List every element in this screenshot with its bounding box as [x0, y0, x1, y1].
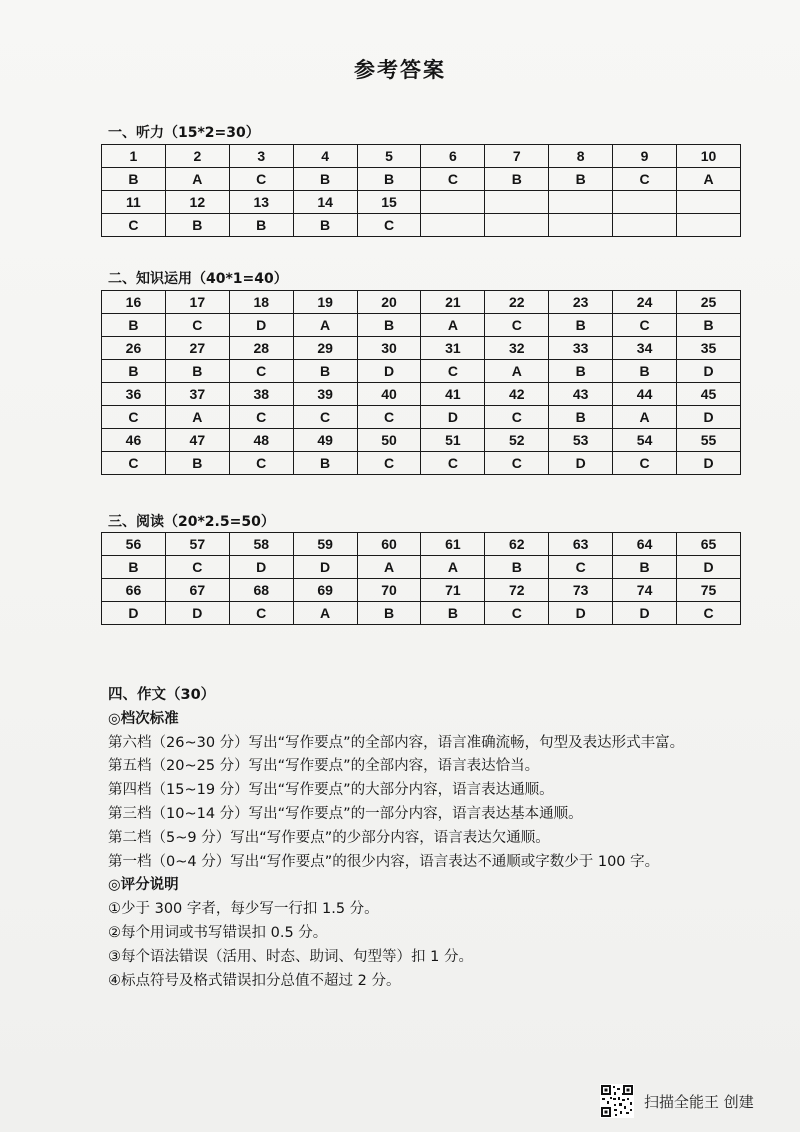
question-number-cell: 38	[229, 383, 293, 406]
answer-cell: A	[613, 406, 677, 429]
question-number-cell: 9	[613, 145, 677, 168]
answer-cell: C	[165, 314, 229, 337]
answer-cell: B	[549, 314, 613, 337]
question-number-cell: 53	[549, 429, 613, 452]
question-number-cell: 55	[677, 429, 741, 452]
question-number-cell: 48	[229, 429, 293, 452]
answer-cell: B	[549, 168, 613, 191]
answer-cell: B	[613, 556, 677, 579]
question-number-cell: 64	[613, 533, 677, 556]
question-number-cell: 52	[485, 429, 549, 452]
answer-cell: C	[613, 452, 677, 475]
question-number-cell: 10	[677, 145, 741, 168]
answer-cell: B	[421, 602, 485, 625]
question-number-cell: 51	[421, 429, 485, 452]
question-number-row	[102, 383, 741, 406]
answer-cell: C	[421, 452, 485, 475]
question-number-row	[102, 145, 741, 168]
question-number-cell: 34	[613, 337, 677, 360]
answer-cell: C	[421, 168, 485, 191]
answer-cell: B	[165, 214, 229, 237]
question-number-cell: 18	[229, 291, 293, 314]
question-number-cell: 61	[421, 533, 485, 556]
question-number-cell: 39	[293, 383, 357, 406]
answer-row	[102, 602, 741, 625]
answer-cell: D	[549, 452, 613, 475]
answer-row	[102, 556, 741, 579]
grade-item: 第三档（10~14 分）写出“写作要点”的一部分内容，语言表达基本通顺。	[108, 805, 583, 822]
question-number-cell: 44	[613, 383, 677, 406]
question-number-cell: 67	[165, 579, 229, 602]
grade-item: 第二档（5~9 分）写出“写作要点”的少部分内容，语言表达欠通顺。	[108, 829, 550, 846]
question-number-cell: 16	[102, 291, 166, 314]
answer-cell: A	[421, 556, 485, 579]
question-number-cell: 15	[357, 191, 421, 214]
answer-cell: D	[357, 360, 421, 383]
question-number-row	[102, 429, 741, 452]
essay-section	[108, 684, 748, 993]
answer-cell: C	[613, 314, 677, 337]
answer-cell: C	[485, 314, 549, 337]
answer-cell: D	[549, 602, 613, 625]
question-number-row	[102, 337, 741, 360]
answer-cell: B	[485, 556, 549, 579]
answer-row	[102, 406, 741, 429]
grading-standard-heading: ◎档次标准	[108, 710, 179, 727]
answer-cell: A	[421, 314, 485, 337]
question-number-cell: 71	[421, 579, 485, 602]
question-number-cell: 70	[357, 579, 421, 602]
question-number-cell: 22	[485, 291, 549, 314]
answer-cell: B	[293, 452, 357, 475]
question-number-cell: 24	[613, 291, 677, 314]
question-number-cell: 65	[677, 533, 741, 556]
question-number-cell: 63	[549, 533, 613, 556]
answer-cell: B	[102, 556, 166, 579]
scanner-watermark	[600, 1084, 754, 1118]
question-number-cell: 1	[102, 145, 166, 168]
scoring-rule: ②每个用词或书写错误扣 0.5 分。	[108, 924, 328, 941]
question-number-cell: 30	[357, 337, 421, 360]
section-heading-listening: 一、听力（15*2=30）	[108, 125, 260, 141]
question-number-cell: 12	[165, 191, 229, 214]
question-number-cell: 33	[549, 337, 613, 360]
question-number-cell: 75	[677, 579, 741, 602]
answer-cell: C	[102, 214, 166, 237]
answer-cell: D	[677, 452, 741, 475]
answer-cell: A	[357, 556, 421, 579]
answer-row	[102, 214, 741, 237]
grade-item: 第四档（15~19 分）写出“写作要点”的大部分内容，语言表达通顺。	[108, 782, 554, 799]
answer-cell: C	[549, 556, 613, 579]
question-number-cell: 72	[485, 579, 549, 602]
grade-item: 第一档（0~4 分）写出“写作要点”的很少内容，语言表达不通顺或字数少于 100 字。	[108, 853, 660, 870]
question-number-cell: 68	[229, 579, 293, 602]
answer-cell: B	[293, 214, 357, 237]
question-number-cell: 47	[165, 429, 229, 452]
answer-cell: C	[485, 406, 549, 429]
answer-cell: C	[357, 214, 421, 237]
scoring-rule: ①少于 300 字者，每少写一行扣 1.5 分。	[108, 901, 379, 918]
answer-cell: C	[102, 452, 166, 475]
answer-cell: A	[165, 168, 229, 191]
answer-cell: C	[485, 452, 549, 475]
answer-cell: C	[229, 452, 293, 475]
answer-row	[102, 452, 741, 475]
question-number-cell: 46	[102, 429, 166, 452]
scoring-rule: ③每个语法错误（活用、时态、助词、句型等）扣 1 分。	[108, 948, 473, 965]
answer-cell: A	[293, 602, 357, 625]
answer-cell: B	[549, 406, 613, 429]
answer-cell: D	[613, 602, 677, 625]
answer-cell: B	[293, 360, 357, 383]
question-number-cell: 29	[293, 337, 357, 360]
answer-cell: D	[165, 602, 229, 625]
answer-cell: C	[613, 168, 677, 191]
question-number-cell: 54	[613, 429, 677, 452]
watermark-text: 扫描全能王 创建	[644, 1092, 754, 1111]
answer-cell: A	[485, 360, 549, 383]
answer-cell	[549, 214, 613, 237]
answer-cell: A	[293, 314, 357, 337]
question-number-cell: 25	[677, 291, 741, 314]
answer-row	[102, 168, 741, 191]
answer-cell: B	[102, 314, 166, 337]
question-number-cell: 69	[293, 579, 357, 602]
answer-cell: D	[677, 360, 741, 383]
question-number-cell: 74	[613, 579, 677, 602]
question-number-cell: 66	[102, 579, 166, 602]
answer-row	[102, 314, 741, 337]
answer-cell: C	[357, 452, 421, 475]
question-number-cell: 26	[102, 337, 166, 360]
question-number-row	[102, 533, 741, 556]
question-number-cell: 5	[357, 145, 421, 168]
answer-cell: B	[549, 360, 613, 383]
question-number-cell: 57	[165, 533, 229, 556]
answer-cell	[485, 214, 549, 237]
question-number-cell: 32	[485, 337, 549, 360]
section-heading-knowledge: 二、知识运用（40*1=40）	[108, 271, 288, 287]
grade-item: 第六档（26~30 分）写出“写作要点”的全部内容，语言准确流畅，句型及表达形式丰富。	[108, 734, 685, 751]
question-number-cell: 36	[102, 383, 166, 406]
question-number-cell: 59	[293, 533, 357, 556]
answer-table-reading	[101, 532, 741, 625]
answer-cell: C	[102, 406, 166, 429]
question-number-cell: 49	[293, 429, 357, 452]
answer-table-listening	[101, 144, 741, 237]
question-number-cell: 7	[485, 145, 549, 168]
question-number-cell: 50	[357, 429, 421, 452]
question-number-cell: 27	[165, 337, 229, 360]
answer-cell: C	[421, 360, 485, 383]
question-number-cell	[485, 191, 549, 214]
question-number-cell	[613, 191, 677, 214]
answer-cell: A	[165, 406, 229, 429]
question-number-cell: 45	[677, 383, 741, 406]
section-heading-reading: 三、阅读（20*2.5=50）	[108, 514, 275, 530]
answer-cell: C	[677, 602, 741, 625]
answer-row	[102, 360, 741, 383]
answer-cell: D	[229, 314, 293, 337]
answer-cell: B	[102, 168, 166, 191]
question-number-cell: 4	[293, 145, 357, 168]
question-number-cell: 8	[549, 145, 613, 168]
question-number-cell	[677, 191, 741, 214]
answer-cell: B	[165, 452, 229, 475]
answer-cell: D	[102, 602, 166, 625]
question-number-cell: 35	[677, 337, 741, 360]
answer-cell: D	[421, 406, 485, 429]
question-number-cell: 56	[102, 533, 166, 556]
answer-cell: C	[229, 602, 293, 625]
qr-code-icon	[600, 1084, 634, 1118]
question-number-cell: 19	[293, 291, 357, 314]
answer-cell: B	[229, 214, 293, 237]
answer-cell: C	[293, 406, 357, 429]
answer-cell: C	[229, 406, 293, 429]
answer-cell: C	[485, 602, 549, 625]
question-number-cell: 31	[421, 337, 485, 360]
question-number-cell: 60	[357, 533, 421, 556]
question-number-cell: 3	[229, 145, 293, 168]
answer-table-knowledge	[101, 290, 741, 475]
answer-cell: C	[165, 556, 229, 579]
answer-cell: B	[102, 360, 166, 383]
answer-cell	[613, 214, 677, 237]
question-number-cell: 41	[421, 383, 485, 406]
answer-cell: B	[293, 168, 357, 191]
answer-cell: D	[677, 406, 741, 429]
answer-cell: D	[293, 556, 357, 579]
question-number-cell	[549, 191, 613, 214]
question-number-cell	[421, 191, 485, 214]
question-number-row	[102, 191, 741, 214]
essay-heading: 四、作文（30）	[108, 687, 216, 703]
page-title: 参考答案	[354, 58, 446, 82]
answer-cell: C	[229, 360, 293, 383]
question-number-cell: 21	[421, 291, 485, 314]
question-number-cell: 6	[421, 145, 485, 168]
question-number-cell: 58	[229, 533, 293, 556]
answer-cell: C	[357, 406, 421, 429]
answer-cell: B	[357, 168, 421, 191]
question-number-cell: 62	[485, 533, 549, 556]
question-number-cell: 42	[485, 383, 549, 406]
answer-cell	[677, 214, 741, 237]
question-number-cell: 23	[549, 291, 613, 314]
question-number-cell: 73	[549, 579, 613, 602]
answer-cell: D	[229, 556, 293, 579]
question-number-cell: 14	[293, 191, 357, 214]
grade-item: 第五档（20~25 分）写出“写作要点”的全部内容，语言表达恰当。	[108, 758, 540, 775]
question-number-row	[102, 291, 741, 314]
question-number-cell: 17	[165, 291, 229, 314]
scoring-rule: ④标点符号及格式错误扣分总值不超过 2 分。	[108, 972, 401, 989]
answer-cell: B	[357, 602, 421, 625]
question-number-cell: 43	[549, 383, 613, 406]
question-number-cell: 11	[102, 191, 166, 214]
answer-cell	[421, 214, 485, 237]
question-number-cell: 28	[229, 337, 293, 360]
question-number-row	[102, 579, 741, 602]
question-number-cell: 40	[357, 383, 421, 406]
question-number-cell: 37	[165, 383, 229, 406]
answer-cell: D	[677, 556, 741, 579]
answer-cell: B	[485, 168, 549, 191]
answer-cell: B	[613, 360, 677, 383]
question-number-cell: 13	[229, 191, 293, 214]
answer-cell: B	[357, 314, 421, 337]
question-number-cell: 20	[357, 291, 421, 314]
answer-cell: B	[165, 360, 229, 383]
answer-cell: B	[677, 314, 741, 337]
scoring-notes-heading: ◎评分说明	[108, 877, 179, 894]
answer-cell: A	[677, 168, 741, 191]
answer-cell: C	[229, 168, 293, 191]
question-number-cell: 2	[165, 145, 229, 168]
